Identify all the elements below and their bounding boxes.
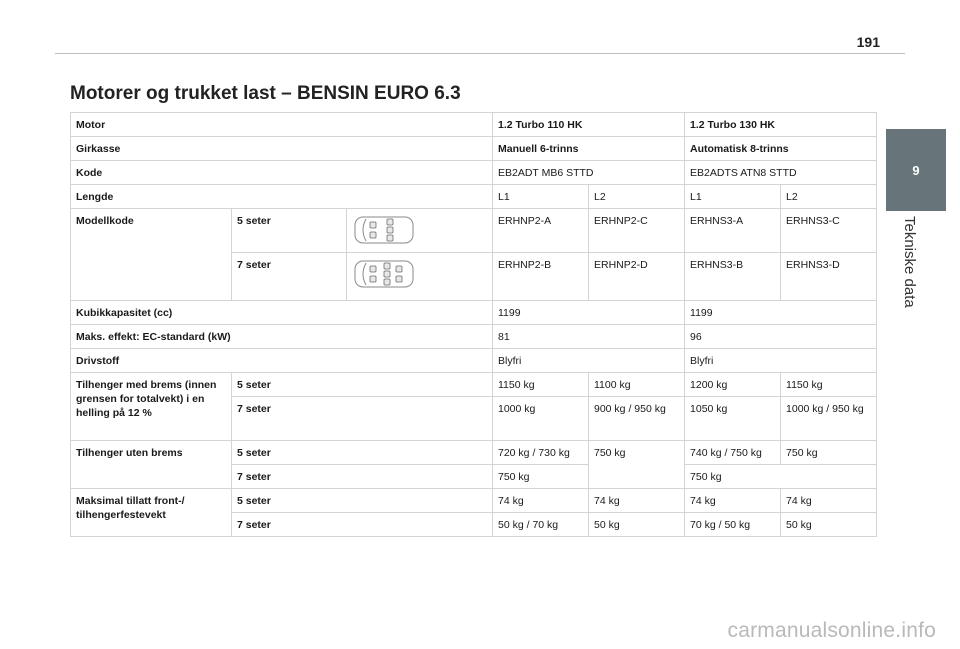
- table-cell: ERHNS3-B: [685, 253, 781, 301]
- table-cell: ERHNS3-D: [781, 253, 877, 301]
- row-label: Kubikkapasitet (cc): [71, 301, 493, 325]
- table-row: [71, 325, 877, 349]
- table-row: [71, 301, 877, 325]
- seat-count-label: 5 seter: [232, 373, 493, 397]
- header-rule: [55, 53, 905, 54]
- van-7-seat-layout-icon: [354, 259, 414, 289]
- table-cell: 70 kg / 50 kg: [685, 513, 781, 537]
- table-cell: 96: [685, 325, 877, 349]
- table-cell: 750 kg: [781, 441, 877, 465]
- table-row: [71, 441, 877, 465]
- seat-count-label: 7 seter: [232, 253, 347, 301]
- table-cell: 74 kg: [685, 489, 781, 513]
- seat-count-label: 5 seter: [232, 441, 493, 465]
- table-cell: 740 kg / 750 kg: [685, 441, 781, 465]
- table-cell: 50 kg: [589, 513, 685, 537]
- chapter-number: 9: [912, 162, 920, 178]
- table-cell: 900 kg / 950 kg: [589, 397, 685, 441]
- table-row: [71, 349, 877, 373]
- van-5-seat-layout-icon: [354, 215, 414, 245]
- row-label: Lengde: [71, 185, 493, 209]
- table-cell: Manuell 6-trinns: [493, 137, 685, 161]
- table-cell: 74 kg: [589, 489, 685, 513]
- table-cell: EB2ADTS ATN8 STTD: [685, 161, 877, 185]
- table-cell: 750 kg: [685, 465, 877, 489]
- table-cell: ERHNP2-A: [493, 209, 589, 253]
- row-label: Kode: [71, 161, 493, 185]
- table-row: [71, 137, 877, 161]
- table-cell: 81: [493, 325, 685, 349]
- table-cell: ERHNP2-D: [589, 253, 685, 301]
- table-cell: Blyfri: [493, 349, 685, 373]
- row-label: Maksimal tillatt front-/ tilhengerfestevekt: [71, 489, 232, 537]
- table-cell: 750 kg: [493, 465, 589, 489]
- seat-count-label: 5 seter: [232, 489, 493, 513]
- table-cell: ERHNP2-C: [589, 209, 685, 253]
- table-row: [71, 209, 877, 253]
- table-cell: 50 kg: [781, 513, 877, 537]
- table-cell: ERHNP2-B: [493, 253, 589, 301]
- table-cell: 1150 kg: [493, 373, 589, 397]
- row-label: Maks. effekt: EC-standard (kW): [71, 325, 493, 349]
- table-cell: L2: [781, 185, 877, 209]
- page-number: 191: [856, 34, 880, 50]
- table-cell: L1: [685, 185, 781, 209]
- chapter-title-container: [901, 216, 960, 308]
- table-cell: 1050 kg: [685, 397, 781, 441]
- seat-count-label: 7 seter: [232, 397, 493, 441]
- chapter-tab[interactable]: [886, 129, 946, 211]
- seat-layout-cell: [347, 209, 493, 253]
- table-cell: L1: [493, 185, 589, 209]
- table-cell: 750 kg: [589, 441, 685, 489]
- table-cell: 1199: [685, 301, 877, 325]
- table-cell: Blyfri: [685, 349, 877, 373]
- seat-count-label: 5 seter: [232, 209, 347, 253]
- table-cell: 1000 kg / 950 kg: [781, 397, 877, 441]
- table-cell: Automatisk 8-trinns: [685, 137, 877, 161]
- row-label: Girkasse: [71, 137, 493, 161]
- table-cell: 50 kg / 70 kg: [493, 513, 589, 537]
- table-cell: 1000 kg: [493, 397, 589, 441]
- row-label: Motor: [71, 113, 493, 137]
- table-row: [71, 489, 877, 513]
- watermark: carmanualsonline.info: [727, 619, 936, 642]
- table-row: [71, 161, 877, 185]
- table-cell: 1100 kg: [589, 373, 685, 397]
- seat-count-label: 7 seter: [232, 465, 493, 489]
- table-row: [71, 373, 877, 397]
- row-label: Tilhenger uten brems: [71, 441, 232, 489]
- seat-layout-cell: [347, 253, 493, 301]
- row-label: Tilhenger med brems (innen grensen for totalvekt) i en helling på 12 %: [71, 373, 232, 441]
- row-label: Drivstoff: [71, 349, 493, 373]
- table-row: [71, 113, 877, 137]
- table-cell: 74 kg: [781, 489, 877, 513]
- table-cell: ERHNS3-C: [781, 209, 877, 253]
- table-cell: ERHNS3-A: [685, 209, 781, 253]
- page-title: Motorer og trukket last – BENSIN EURO 6.3: [70, 83, 461, 104]
- table-cell: 1200 kg: [685, 373, 781, 397]
- engine-spec-table: [70, 112, 877, 537]
- table-cell: 720 kg / 730 kg: [493, 441, 589, 465]
- seat-count-label: 7 seter: [232, 513, 493, 537]
- table-cell: 74 kg: [493, 489, 589, 513]
- table-cell: EB2ADT MB6 STTD: [493, 161, 685, 185]
- table-row: [71, 185, 877, 209]
- table-cell: 1.2 Turbo 110 HK: [493, 113, 685, 137]
- table-cell: 1150 kg: [781, 373, 877, 397]
- table-cell: 1.2 Turbo 130 HK: [685, 113, 877, 137]
- table-cell: 1199: [493, 301, 685, 325]
- chapter-title: Tekniske data: [901, 216, 918, 308]
- row-label: Modellkode: [71, 209, 232, 301]
- table-cell: L2: [589, 185, 685, 209]
